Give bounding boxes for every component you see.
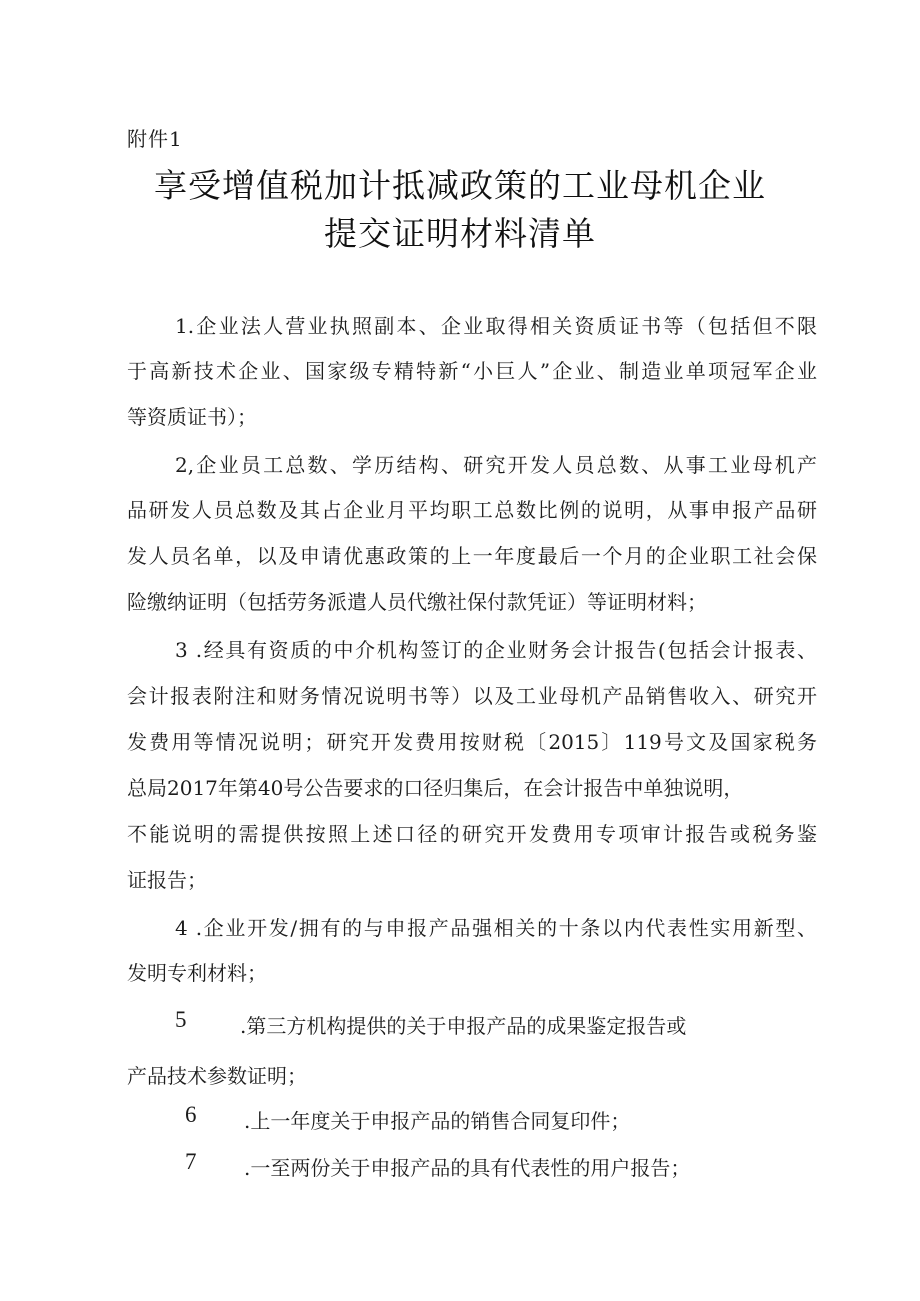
attachment-label: 附件1: [127, 127, 183, 151]
item-2-line-1: 2,企业员工总数、学历结构、研究开发人员总数、从事工业母机产: [175, 453, 817, 477]
item-1-line-1: 1.企业法人营业执照副本、企业取得相关资质证书等（包括但不限: [175, 314, 817, 338]
item-2-line-2: 品研发人员总数及其占企业月平均职工总数比例的说明，从事申报产品研: [127, 498, 817, 522]
item-4-line-2: 发明专利材料；: [127, 961, 267, 985]
document-title-line-2: 提交证明材料清单: [324, 214, 596, 253]
item-5-number-text: 5: [175, 1007, 187, 1032]
item-5-continuation: 产品技术参数证明；: [127, 1064, 307, 1088]
item-2-line-3: 发人员名单，以及申请优惠政策的上一年度最后一个月的企业职工社会保: [127, 544, 817, 568]
item-7-number-text: 7: [185, 1149, 197, 1174]
item-3-line-4: 总局2017年第40号公告要求的口径归集后，在会计报告中单独说明，: [127, 776, 744, 800]
item-6-text: .上一年度关于申报产品的销售合同复印件；: [244, 1109, 631, 1133]
item-4-line-1: 4 .企业开发/拥有的与申报产品强相关的十条以内代表性实用新型、: [175, 916, 817, 940]
item-5-number: [175, 1007, 187, 1033]
item-6-number: [185, 1102, 197, 1128]
item-3-line-6: 证报告；: [127, 868, 207, 892]
item-2-line-4: 险缴纳证明（包括劳务派遣人员代缴社保付款凭证）等证明材料；: [127, 590, 707, 614]
item-6-number-text: 6: [185, 1102, 197, 1127]
item-7-text: .一至两份关于申报产品的具有代表性的用户报告；: [244, 1156, 691, 1180]
item-1-line-3: 等资质证书）；: [127, 405, 257, 429]
item-1-line-2: 于高新技术企业、国家级专精特新“小巨人”企业、制造业单项冠军企业: [127, 359, 817, 383]
item-3-line-2: 会计报表附注和财务情况说明书等）以及工业母机产品销售收入、研究开: [127, 684, 817, 708]
item-7-number: [185, 1149, 197, 1175]
item-3-line-3: 发费用等情况说明；研究开发费用按财税〔2015〕119号文及国家税务: [127, 730, 817, 754]
item-5-text: .第三方机构提供的关于申报产品的成果鉴定报告或: [240, 1014, 687, 1038]
item-3-line-5: 不能说明的需提供按照上述口径的研究开发费用专项审计报告或税务鉴: [127, 822, 817, 846]
document-title-line-1: 享受增值税加计抵减政策的工业母机企业: [154, 166, 766, 205]
item-3-line-1: 3 .经具有资质的中介机构签订的企业财务会计报告(包括会计报表、: [175, 638, 817, 662]
